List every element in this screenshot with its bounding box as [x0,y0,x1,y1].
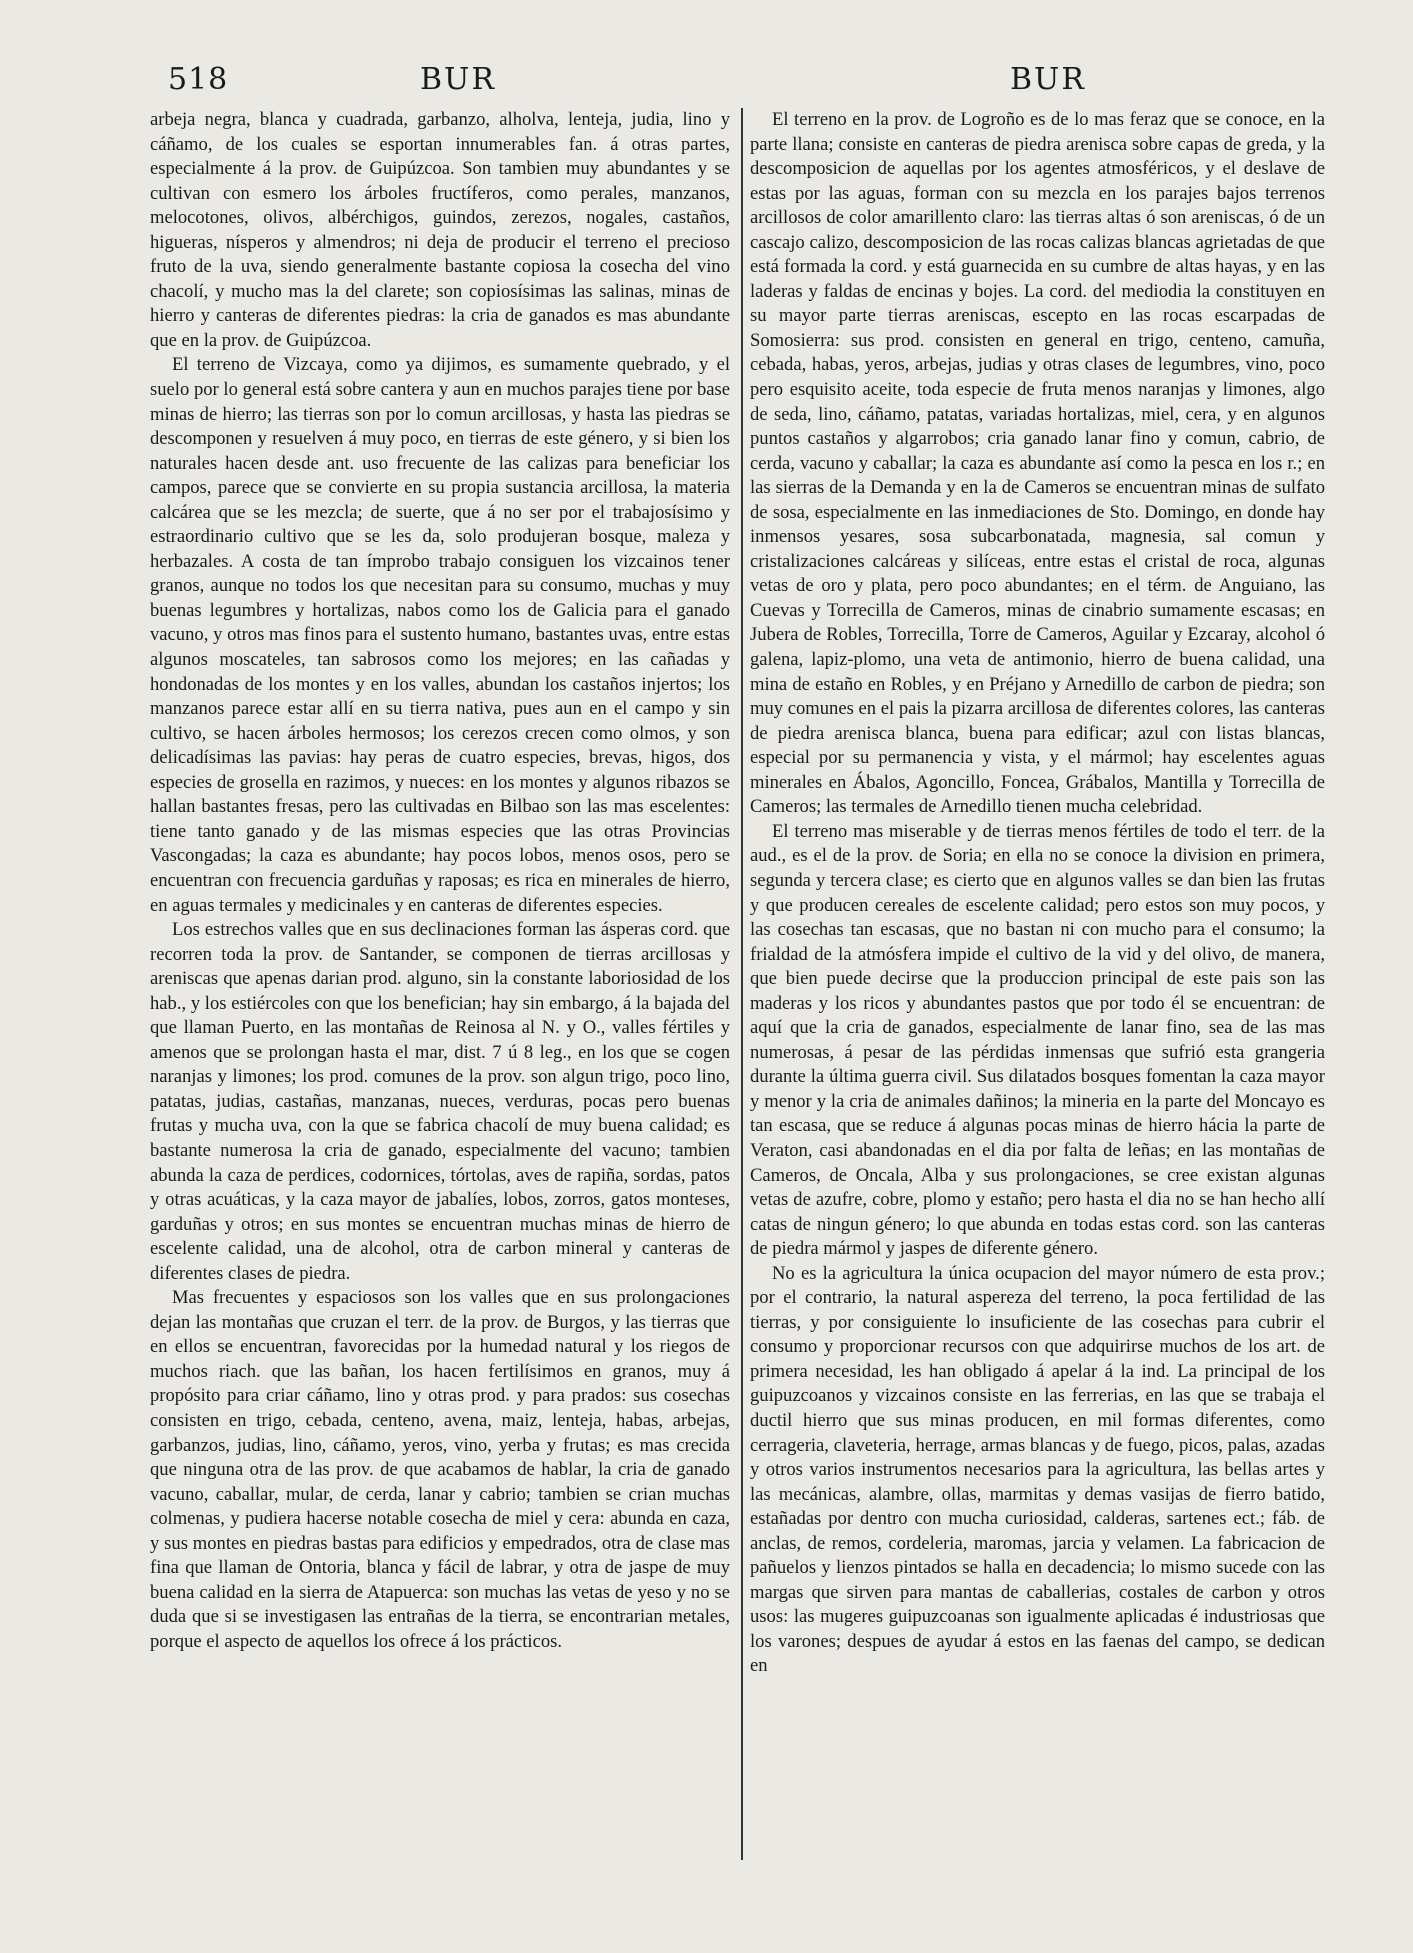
paragraph: Mas frecuentes y espaciosos son los valles que en sus prolongaciones dejan las montañas que cruzan el terr. de la prov. de Burgos, y las tierras que en ellos se encuentran, favorecidas por la humedad natural y los riegos de muchos riach. que las bañan, los hacen fertilísimos en granos, muy á propósito para criar cáñamo, lino y otras prod. y para prados: sus cosechas consisten en trigo, cebada, centeno, avena, maiz, lenteja, habas, arbejas, garbanzos, judias, lino, cáñamo, yeros, vino, yerba y frutas; es mas crecida que ninguna otra de las prov. de que acabamos de hablar, la cria de ganado vacuno, caballar, mular, de cerda, lanar y cabrio; tambien se crian muchas colmenas, y pudiera hacerse notable cosecha de miel y cera: abunda en caza, y sus montes en piedras bastas para edificios y empedrados, otra de clase mas fina que llaman de Ontoria, blanca y fácil de labrar, y otra de jaspe de muy buena calidad en la sierra de Atapuerca: son muchas las vetas de yeso y no se duda que si se investigasen las entrañas de la tierra, se encontrarian metales, porque el aspecto de aquellos los ofrece á los prácticos. [150,1287,730,1652]
paragraph: Los estrechos valles que en sus declinaciones forman las ásperas cord. que recorren toda la prov. de Santander, se componen de tierras arcillosas y areniscas que apenas darian prod. alguno, sin la constante laboriosidad de los hab., y los estiércoles con que los benefician; hay sin embargo, á la bajada del que llaman Puerto, en las montañas de Reinosa al N. y O., valles fértiles y amenos que se prolongan hasta el mar, dist. 7 ú 8 leg., en los que se cogen naranjas y limones; los prod. comunes de la prov. son algun trigo, poco lino, patatas, judias, castañas, manzanas, nueces, verduras, pocas pero buenas frutas y mucha uva, con la que se fabrica chacolí de muy buena calidad; es bastante numerosa la cria de ganado, especialmente del vacuno; tambien abunda la caza de perdices, codornices, tórtolas, aves de rapiña, sordas, patos y otras acuáticas, y la caza mayor de jabalíes, lobos, zorros, gatos monteses, garduñas y otros; en sus montes se encuentran muchas minas de hierro de escelente calidad, una de alcohol, otra de carbon mineral y canteras de diferentes clases de piedra. [150,919,730,1284]
running-head-right: BUR [1010,62,1086,97]
paragraph: El terreno mas miserable y de tierras menos fértiles de todo el terr. de la aud., es el de la prov. de Soria; en ella no se conoce la division en primera, segunda y tercera clase; es cierto que en algunos valles se dan bien las frutas y que producen cereales de escelente calidad; pero estos son muy pocos, y las cosechas tan escasas, que no bastan ni con mucho para el consumo; la frialdad de la atmósfera impide el cultivo de la vid y del olivo, de manera, que bien puede decirse que la produccion principal de este pais son las maderas y los ricos y abundantes pastos que por todo él se encuentran: de aquí que la cria de ganados, especialmente de lanar fino, sea de las mas numerosas, á pesar de las pérdidas inmensas que sufrió esta grangeria durante la última guerra civil. Sus dilatados bosques fomentan la caza mayor y menor y la cria de animales dañinos; la mineria en la parte del Moncayo es tan escasa, que se reduce á algunas pocas minas de hierro hácia la parte de Veraton, casi abandonadas en el dia por falta de leñas; en las montañas de Cameros, de Oncala, Alba y sus prolongaciones, se cree existan algunas vetas de azufre, cobre, plomo y estaño; pero hasta el dia no se han hecho allí catas de ningun género; lo que abunda en todas estas cord. son las canteras de piedra mármol y jaspes de diferente género. [750,820,1325,1260]
page-header [150,62,1330,106]
page-number: 518 [168,62,229,97]
left-column [150,108,730,1858]
paragraph: El terreno en la prov. de Logroño es de lo mas feraz que se conoce, en la parte llana; consiste en canteras de piedra arenisca sobre capas de greda, y la descomposicion de aquellas por los agentes atmosféricos, y el deslave de estas por las aguas, forman con su mezcla en los parajes bajos terrenos arcillosos de color amarillento claro: las tierras altas ó son areniscas, ó de un cascajo calizo, descomposicion de las rocas calizas blancas agrietadas de que está formada la cord. y está guarnecida en su cumbre de altas hayas, y en las laderas y faldas de encinas y bojes. La cord. del mediodia la constituyen en su mayor parte tierras areniscas, escepto en las rocas escarpadas de Somosierra: sus prod. consisten en general en trigo, centeno, camuña, cebada, habas, yeros, arbejas, judias y otras clases de legumbres, vino, poco pero esquisito aceite, toda especie de fruta menos naranjas y limones, algo de seda, lino, cáñamo, patatas, variadas hortalizas, miel, cera, y en algunos puntos castaños y algarrobos; cria ganado lanar fino y comun, cabrio, de cerda, vacuno y caballar; la caza es abundante así como la pesca en los r.; en las sierras de la Demanda y en la de Cameros se encuentran minas de sulfato de sosa, especialmente en las inmediaciones de Sto. Domingo, en donde hay inmensos yesares, sosa subcarbonatada, magnesia, sal comun y cristalizaciones calcáreas y silíceas, entre estas el cristal de roca, algunas vetas de oro y plata, pero poco abundantes; en el térm. de Anguiano, las Cuevas y Torrecilla de Cameros, minas de cinabrio sumamente escasas; en Jubera de Robles, Torrecilla, Torre de Cameros, Aguilar y Ezcaray, alcohol ó galena, lapiz-plomo, una veta de antimonio, hierro de buena calidad, una mina de estaño en Robles, y en Préjano y Arnedillo de carbon de piedra; son muy comunes en el pais la pizarra arcillosa de diferentes colores, las canteras de piedra arenisca blanca, buena para edificar; azul con listas blancas, especial por su permanencia y vista, y el mármol; hay escelentes aguas minerales en Ábalos, Agoncillo, Foncea, Grábalos, Mantilla y Torrecilla de Cameros; las termales de Arnedillo tienen mucha celebridad. [750,109,1325,818]
right-column [750,108,1325,1858]
paragraph: No es la agricultura la única ocupacion del mayor número de esta prov.; por el contrario, la natural aspereza del terreno, la poca fertilidad de las tierras, y por consiguiente lo insuficiente de las cosechas para cubrir el consumo y proporcionar recursos con que adquirirse muchos de los art. de primera necesidad, les han obligado á apelar á la ind. La principal de los guipuzcoanos y vizcainos consiste en las ferrerias, en las que se trabaja el ductil hierro que sus minas producen, en mil formas diferentes, como cerrageria, claveteria, herrage, armas blancas y de fuego, picos, palas, azadas y otros varios instrumentos necesarios para la agricultura, las bellas artes y las mecánicas, alambre, ollas, marmitas y demas vasijas de fierro batido, estañadas por dentro con mucha curiosidad, calderas, sartenes ect.; fáb. de anclas, de remos, cordeleria, maromas, jarcia y velamen. La fabricacion de pañuelos y lienzos pintados se halla en decadencia; lo mismo sucede con las margas que sirven para mantas de caballerias, costales de carbon y otros usos: las mugeres guipuzcoanas son igualmente aplicadas é industriosas que los varones; despues de ayudar á estos en las faenas del campo, se dedican en [750,1262,1325,1677]
running-head-left: BUR [420,62,496,97]
column-divider [741,108,743,1860]
paragraph: arbeja negra, blanca y cuadrada, garbanzo, alholva, lenteja, judia, lino y cáñamo, de los cuales se esportan innumerables fan. á otras partes, especialmente á la prov. de Guipúzcoa. Son tambien muy abundantes y se cultivan con esmero los árboles fructíferos, como perales, manzanos, melocotones, olivos, albérchigos, guindos, zerezos, nogales, castaños, higueras, nísperos y almendros; ni deja de producir el terreno el precioso fruto de la uva, siendo generalmente bastante copiosa la cosecha del vino chacolí, y mucho mas la del clarete; son copiosísimas las salinas, minas de hierro y canteras de diferentes piedras: la cria de ganados es mas abundante que en la prov. de Guipúzcoa. [150,109,730,351]
paragraph: El terreno de Vizcaya, como ya dijimos, es sumamente quebrado, y el suelo por lo general está sobre cantera y aun en muchos parajes tiene por base minas de hierro; las tierras son por lo comun arcillosas, y hasta las piedras se descomponen y resuelven á muy poco, en tierras de este género, y si bien los naturales hacen desde ant. uso frecuente de las calizas para beneficiar los campos, parece que se convierte en su propia sustancia arcillosa, la materia calcárea que se les mezcla; de suerte, que á no ser por el trabajosísimo y estraordinario cultivo que se les da, solo produjeran bosque, maleza y herbazales. A costa de tan ímprobo trabajo consiguen los vizcainos tener granos, aunque no todos los que necesitan para su consumo, muchas y muy buenas legumbres y hortalizas, nabos como los de Galicia para el ganado vacuno, y otros mas finos para el sustento humano, bastantes uvas, entre estas algunos moscateles, tan sabrosos como los mejores; en las cañadas y hondonadas de los montes y en los valles, abundan los castaños injertos; los manzanos parece estar allí en su tierra nativa, pues aun en el campo y sin cultivo, se hacen árboles hermosos; los cerezos crecen como olmos, y son delicadísimas las pavias: hay peras de cuatro especies, brevas, higos, dos especies de grosella en razimos, y nueces: en los montes y algunos ribazos se hallan bastantes fresas, pero las cultivadas en Bilbao son las mas escelentes: tiene tanto ganado y de las mismas especies que las otras Provincias Vascongadas; la caza es abundante; hay pocos lobos, menos osos, pero se encuentran con frecuencia garduñas y raposas; es rica en minerales de hierro, en aguas termales y medicinales y en canteras de diferentes especies. [150,354,730,916]
